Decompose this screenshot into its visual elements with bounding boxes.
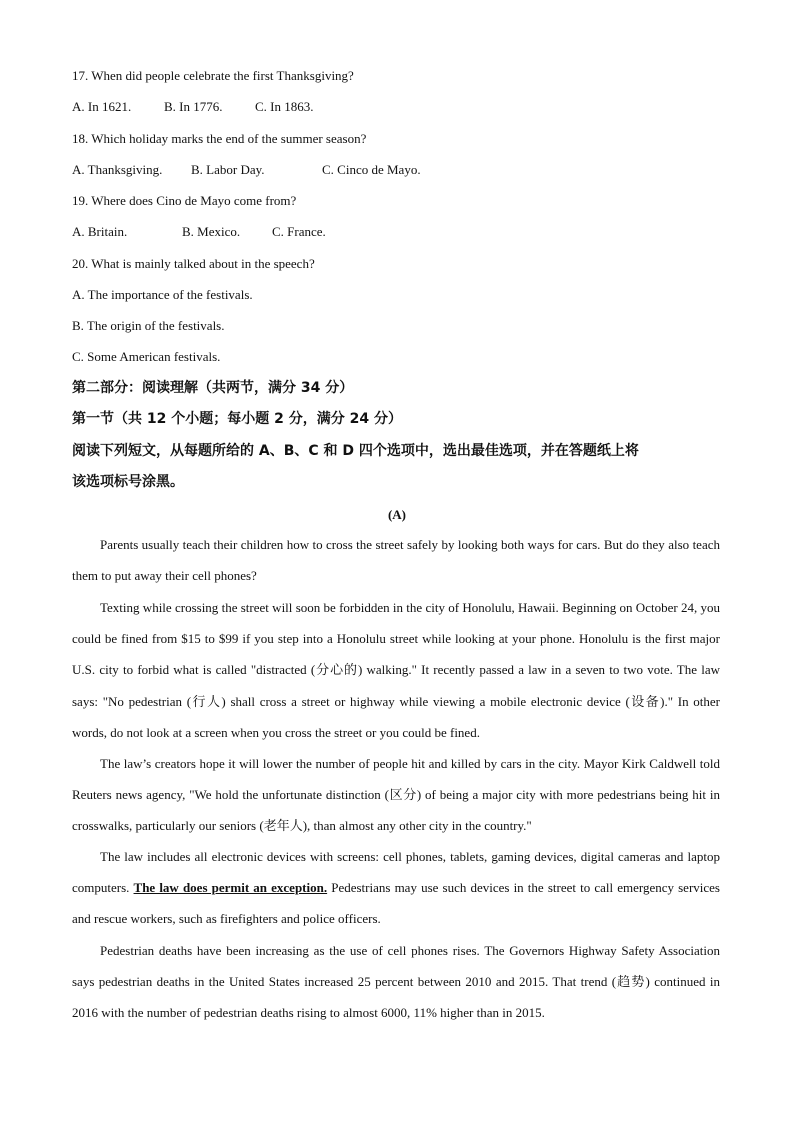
question-17-option-a: A. In 1621.: [72, 99, 132, 114]
paragraph-4-text-before: The law includes all electronic devices with screens: cell phones, tablets, gaming devices, digital cameras and laptop computers.: [72, 849, 720, 896]
question-19-option-a: A. Britain.: [72, 224, 128, 239]
question-20-option-a: A. The importance of the festivals.: [72, 287, 253, 302]
question-18-option-a: A. Thanksgiving.: [72, 162, 163, 177]
question-19-stem: 19. Where does Cino de Mayo come from?: [72, 193, 297, 208]
instruction-line-2: 该选项标号涂黑。: [72, 474, 184, 490]
question-17-option-b: B. In 1776.: [164, 99, 223, 114]
question-18-stem: 18. Which holiday marks the end of the summer season?: [72, 131, 367, 146]
part-title: 第二部分：阅读理解（共两节，满分 34 分）: [72, 380, 354, 396]
instruction-line-1: 阅读下列短文，从每题所给的 A、B、C 和 D 四个选项中，选出最佳选项，并在答题纸上将: [72, 443, 639, 459]
passage-paragraph-2: Texting while crossing the street will soon be forbidden in the city of Honolulu, Hawaii. Beginning on October 24, you could be fined from $15 to $99 if you step into a Honolulu street while looking at your phone. Honolulu is the first major U.S. city to forbid what is called "distracted (分心的) walking." It recently passed a law in a seven to two vote. The law says: "No pedestrian (行人) shall cross a street or highway while viewing a mobile electronic device (设备)." In other words, do not look at a screen when you cross the street or you could be fined.: [72, 600, 720, 740]
question-20-option-c: C. Some American festivals.: [72, 349, 221, 364]
question-17-stem: 17. When did people celebrate the first Thanksgiving?: [72, 68, 354, 83]
passage-paragraph-5: Pedestrian deaths have been increasing as the use of cell phones rises. The Governors Highway Safety Association says pedestrian deaths in the United States increased 25 percent between 2010 and 2015. That trend (趋势) continued in 2016 with the number of pedestrian deaths rising to almost 6000, 11% higher than in 2015.: [72, 943, 720, 1021]
question-19-option-b: B. Mexico.: [182, 224, 241, 239]
passage-paragraph-1: Parents usually teach their children how to cross the street safely by looking both ways for cars. But do they also teach them to put away their cell phones?: [72, 537, 720, 584]
subsection-title: 第一节（共 12 个小题；每小题 2 分，满分 24 分）: [72, 411, 402, 427]
question-17-option-c: C. In 1863.: [255, 99, 314, 114]
question-19-option-c: C. France.: [272, 224, 326, 239]
paragraph-4-text-after: Pedestrians may use such devices in the street to call emergency services and rescue workers, such as firefighters and police officers.: [72, 880, 720, 927]
question-20-stem: 20. What is mainly talked about in the speech?: [72, 256, 315, 271]
passage-paragraph-3: The law’s creators hope it will lower the number of people hit and killed by cars in the city. Mayor Kirk Caldwell told Reuters news agency, "We hold the unfortunate distinction (区分) of being a major city with more pedestrians being hit in crosswalks, particularly our seniors (老年人), than almost any other city in the country.": [72, 756, 720, 834]
underlined-sentence: The law does permit an exception.: [133, 880, 328, 896]
question-20-option-b: B. The origin of the festivals.: [72, 318, 225, 333]
question-18-option-c: C. Cinco de Mayo.: [322, 162, 421, 177]
question-18-option-b: B. Labor Day.: [191, 162, 265, 177]
passage-label: (A): [387, 507, 407, 522]
passage-paragraph-4: [72, 841, 720, 935]
